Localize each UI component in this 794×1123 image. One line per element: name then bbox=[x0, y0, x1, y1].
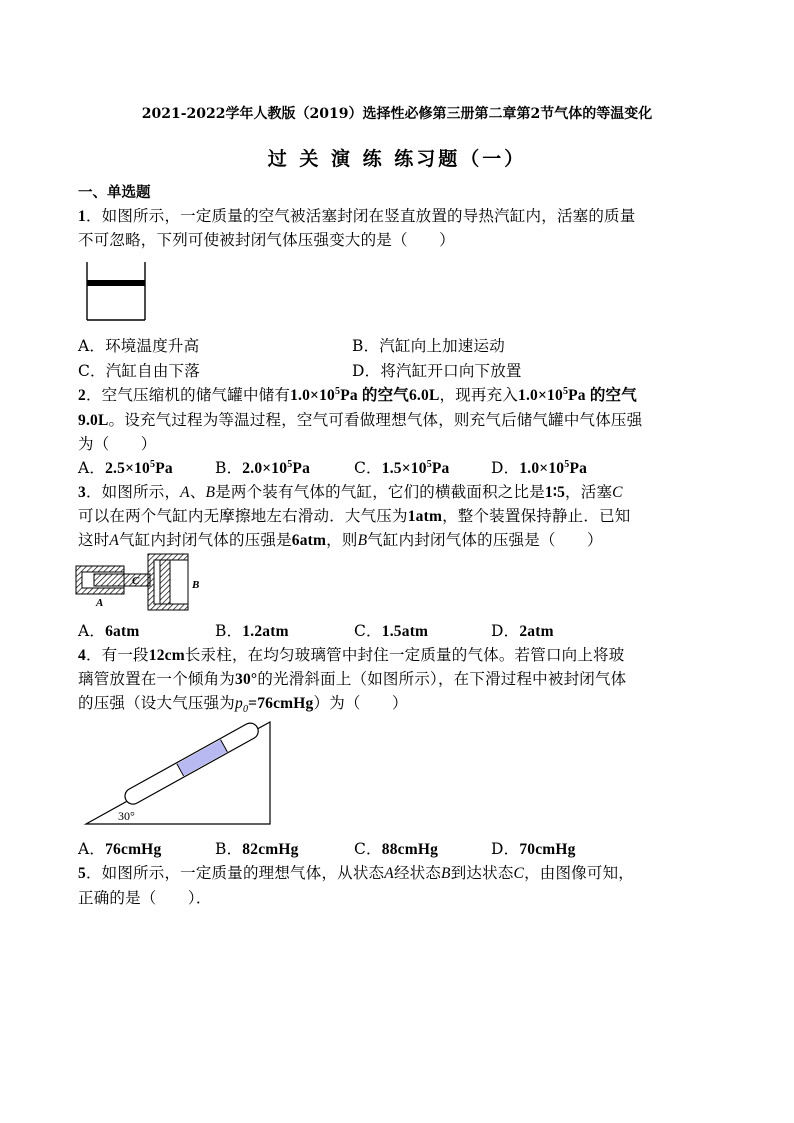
q4-value: 30° bbox=[235, 671, 258, 688]
q4-line-1 bbox=[78, 643, 624, 665]
q5-number: 5 bbox=[78, 865, 86, 882]
q5-var: A bbox=[384, 865, 394, 882]
q4-text: ）为（ ） bbox=[313, 694, 408, 712]
option-label: A． bbox=[78, 622, 106, 640]
q3-text: 这时 bbox=[78, 531, 110, 549]
q3-text: 气缸内封闭气体的压强是 bbox=[119, 531, 292, 549]
option-label: A． bbox=[78, 459, 106, 477]
option-exponent: 5 bbox=[426, 458, 432, 470]
q3-option-b bbox=[215, 619, 289, 641]
q4-incline-figure bbox=[86, 720, 276, 830]
q5-text: ，由图像可知， bbox=[524, 864, 634, 882]
option-value: 2atm bbox=[519, 623, 554, 640]
option-value: 1.0×10 bbox=[519, 460, 565, 477]
option-exponent: 5 bbox=[287, 458, 293, 470]
q2-line-1 bbox=[78, 383, 637, 405]
q1-option-d: D．将汽缸开口向下放置 bbox=[352, 362, 522, 380]
q3-var: C bbox=[612, 484, 623, 501]
q4-value: =76cmHg bbox=[248, 695, 314, 712]
q4-option-c bbox=[354, 837, 438, 859]
q5-text: 到达状态 bbox=[450, 864, 514, 882]
q2-option-a bbox=[78, 456, 173, 478]
option-exponent: 5 bbox=[150, 458, 156, 470]
q3-line-2 bbox=[78, 504, 630, 526]
option-label: B． bbox=[215, 840, 243, 858]
q3-option-a bbox=[78, 619, 139, 641]
option-unit: Pa bbox=[569, 460, 588, 477]
option-value: 76cmHg bbox=[105, 841, 162, 858]
option-unit: Pa bbox=[431, 460, 450, 477]
q4-value: 12cm bbox=[148, 647, 185, 664]
option-label: A． bbox=[78, 840, 106, 858]
q4-text: 璃管放置在一个倾角为 bbox=[78, 670, 236, 688]
option-value: 1.5×10 bbox=[381, 460, 427, 477]
q3-var: B bbox=[205, 484, 216, 501]
q2-option-b bbox=[215, 456, 310, 478]
q3-text: 、 bbox=[189, 483, 206, 501]
q4-option-d bbox=[491, 837, 576, 859]
q1-option-a: A．环境温度升高 bbox=[78, 337, 200, 355]
q3-option-d bbox=[491, 619, 554, 641]
label-b: B bbox=[192, 579, 200, 591]
q4-text: 长汞柱，在均匀玻璃管中封住一定质量的气体。若管口向上将玻 bbox=[184, 646, 625, 664]
option-label: B． bbox=[215, 459, 243, 477]
q2-text: ，现再充入 bbox=[439, 386, 519, 404]
piston-c bbox=[160, 560, 170, 604]
option-value: 70cmHg bbox=[519, 841, 576, 858]
q4-text: 的压强（设大气压强为 bbox=[78, 694, 236, 712]
q1-text-1: ．如图所示，一定质量的空气被活塞封闭在竖直放置的导热汽缸内，活塞的质量 bbox=[85, 207, 636, 225]
q5-text: ．如图所示，一定质量的理想气体，从状态 bbox=[85, 864, 385, 882]
q2-value: 9.0L bbox=[78, 412, 109, 429]
q2-line-2 bbox=[78, 408, 642, 430]
q2-text: ．空气压缩机的储气罐中储有 bbox=[85, 386, 291, 404]
q1-option-b: B．汽缸向上加速运动 bbox=[352, 337, 505, 355]
q3-value: 6atm bbox=[291, 532, 327, 549]
option-label: B． bbox=[215, 622, 243, 640]
q3-line-1 bbox=[78, 480, 623, 502]
q4-line-2 bbox=[78, 667, 626, 689]
q5-var: B bbox=[441, 865, 451, 882]
q5-line-2: 正确的是（ ）． bbox=[78, 889, 212, 907]
q4-line-3 bbox=[78, 691, 408, 715]
q1-line-1 bbox=[78, 204, 635, 226]
q4-text: ．有一段 bbox=[85, 646, 149, 664]
q3-value: 1∶5 bbox=[544, 484, 566, 501]
label-a: A bbox=[96, 597, 104, 609]
option-label: C． bbox=[354, 459, 382, 477]
q5-line-1 bbox=[78, 861, 634, 883]
q3-var: A bbox=[109, 532, 120, 549]
option-value: 6atm bbox=[105, 623, 140, 640]
option-value: 1.2atm bbox=[242, 623, 289, 640]
q4-option-b bbox=[215, 837, 299, 859]
q3-var: B bbox=[357, 532, 368, 549]
q1-cylinder-figure bbox=[86, 262, 148, 322]
option-value: 88cmHg bbox=[381, 841, 439, 858]
q3-var: A bbox=[180, 484, 190, 501]
q3-value: 1atm bbox=[407, 508, 443, 525]
option-value: 1.5atm bbox=[381, 623, 429, 640]
option-label: D． bbox=[491, 459, 520, 477]
q4-number: 4 bbox=[78, 647, 86, 664]
q3-text: ，则 bbox=[326, 531, 358, 549]
q3-text: ，活塞 bbox=[565, 483, 613, 501]
q3-text: ，整个装置保持静止．已知 bbox=[442, 507, 631, 525]
q1-option-c: C．汽缸自由下落 bbox=[78, 362, 200, 380]
q2-text: 。设充气过程为等温过程，空气可看做理想气体，则充气后储气罐中气体压强 bbox=[108, 411, 643, 429]
q1-piston bbox=[87, 280, 145, 286]
q2-text: Pa 的空气 bbox=[340, 387, 409, 404]
q2-value: 6.0L bbox=[408, 387, 440, 404]
q3-text: 气缸内封闭气体的压强是（ ） bbox=[367, 531, 603, 549]
option-label: C． bbox=[354, 622, 382, 640]
q3-cylinders-figure bbox=[74, 550, 204, 612]
q2-text: Pa 的空气 bbox=[568, 387, 637, 404]
q5-text: 经状态 bbox=[393, 864, 442, 882]
q3-number: 3 bbox=[78, 484, 86, 501]
q2-value: 1.0×10 bbox=[518, 387, 563, 404]
option-unit: Pa bbox=[155, 460, 173, 477]
option-unit: Pa bbox=[292, 460, 311, 477]
q1-line-2: 不可忽略，下列可使被封闭气体压强变大的是（ ） bbox=[78, 231, 455, 249]
q3-text: 可以在两个气缸内无摩擦地左右滑动．大气压为 bbox=[78, 507, 408, 525]
q1-number: 1 bbox=[78, 208, 86, 225]
option-value: 82cmHg bbox=[242, 841, 299, 858]
option-label: C． bbox=[354, 840, 382, 858]
section-heading: 一、单选题 bbox=[78, 184, 151, 201]
q2-line-3: 为（ ） bbox=[78, 435, 157, 453]
document-title: 过 关 演 练 练习题（一） bbox=[267, 148, 527, 170]
q2-number: 2 bbox=[78, 387, 86, 404]
q5-var: C bbox=[513, 865, 525, 882]
piston-rod bbox=[94, 574, 150, 586]
q4-var: p bbox=[235, 695, 243, 712]
angle-label: 30° bbox=[118, 809, 135, 823]
q3-text: ．如图所示， bbox=[85, 483, 181, 501]
label-c: C bbox=[132, 575, 140, 587]
q4-subscript: 0 bbox=[242, 704, 249, 716]
option-label: D． bbox=[491, 840, 520, 858]
option-label: D． bbox=[491, 622, 520, 640]
option-value: 2.0×10 bbox=[242, 460, 288, 477]
document-subtitle: 2021-2022学年人教版（2019）选择性必修第三册第二章第2节气体的等温变化 bbox=[141, 106, 653, 122]
q2-option-c bbox=[354, 456, 450, 478]
q2-exponent: 5 bbox=[334, 385, 341, 397]
option-value: 2.5×10 bbox=[105, 460, 151, 477]
q3-line-3 bbox=[78, 528, 603, 550]
q4-text: 的光滑斜面上（如图所示），在下滑过程中被封闭气体 bbox=[257, 670, 627, 688]
q4-option-a bbox=[78, 837, 161, 859]
q2-exponent: 5 bbox=[562, 385, 569, 397]
q3-option-c bbox=[354, 619, 428, 641]
q2-option-d bbox=[491, 456, 587, 478]
q3-text: 是两个装有气体的气缸，它们的横截面积之比是 bbox=[215, 483, 545, 501]
q2-value: 1.0×10 bbox=[290, 387, 335, 404]
option-exponent: 5 bbox=[564, 458, 570, 470]
